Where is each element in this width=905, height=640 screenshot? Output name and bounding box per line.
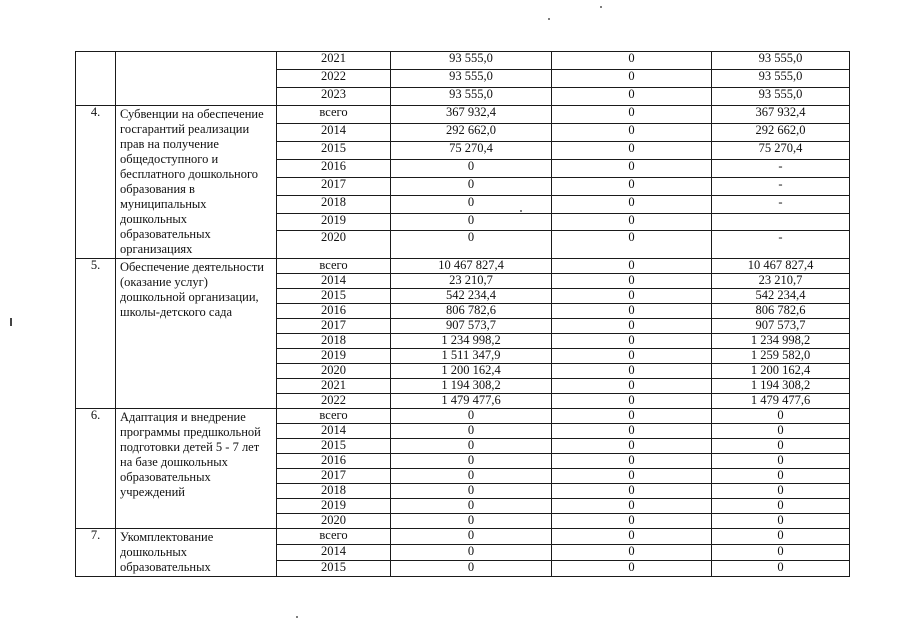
amount-budget-cell: 1 194 308,2 [712, 379, 850, 394]
amount-budget-cell: 0 [712, 545, 850, 561]
amount-zero-cell: 0 [552, 231, 712, 259]
amount-budget-cell: 0 [712, 439, 850, 454]
amount-zero-cell: 0 [552, 529, 712, 545]
amount-zero-cell: 0 [552, 304, 712, 319]
amount-budget-cell: - [712, 195, 850, 213]
amount-zero-cell: 0 [552, 289, 712, 304]
row-number: 5. [76, 259, 116, 409]
year-cell: 2022 [277, 394, 391, 409]
amount-total-cell: 0 [391, 424, 552, 439]
amount-zero-cell: 0 [552, 106, 712, 124]
year-cell: 2016 [277, 454, 391, 469]
amount-budget-cell: - [712, 177, 850, 195]
amount-zero-cell: 0 [552, 424, 712, 439]
year-cell: 2020 [277, 231, 391, 259]
amount-total-cell: 542 234,4 [391, 289, 552, 304]
amount-zero-cell: 0 [552, 274, 712, 289]
amount-budget-cell: - [712, 231, 850, 259]
year-cell: 2017 [277, 177, 391, 195]
year-cell: всего [277, 106, 391, 124]
amount-budget-cell: 75 270,4 [712, 141, 850, 159]
year-cell: 2017 [277, 319, 391, 334]
year-cell: 2018 [277, 195, 391, 213]
year-cell: всего [277, 409, 391, 424]
amount-budget-cell: 93 555,0 [712, 52, 850, 70]
table-row [76, 409, 850, 424]
year-cell: 2015 [277, 289, 391, 304]
amount-total-cell: 367 932,4 [391, 106, 552, 124]
amount-zero-cell: 0 [552, 259, 712, 274]
item-description: Адаптация и внедрение программы предшкольной подготовки детей 5 - 7 лет на базе дошкольных образовательных учреждений [116, 409, 277, 529]
amount-zero-cell: 0 [552, 159, 712, 177]
amount-total-cell: 10 467 827,4 [391, 259, 552, 274]
amount-budget-cell: 0 [712, 454, 850, 469]
amount-total-cell: 1 479 477,6 [391, 394, 552, 409]
amount-budget-cell: 0 [712, 561, 850, 577]
amount-total-cell: 0 [391, 469, 552, 484]
amount-budget-cell: 292 662,0 [712, 123, 850, 141]
year-cell: 2019 [277, 213, 391, 231]
year-cell: 2014 [277, 424, 391, 439]
amount-budget-cell: 1 234 998,2 [712, 334, 850, 349]
amount-budget-cell: - [712, 159, 850, 177]
amount-zero-cell: 0 [552, 561, 712, 577]
item-description: Субвенции на обеспечение госгарантий реализации прав на получение общедоступного и бесплатного дошкольного образования в муниципальных дошкольных образовательных организациях [116, 106, 277, 259]
budget-table-body [76, 52, 850, 577]
amount-budget-cell: 0 [712, 499, 850, 514]
amount-zero-cell: 0 [552, 484, 712, 499]
amount-budget-cell: 10 467 827,4 [712, 259, 850, 274]
year-cell: 2018 [277, 334, 391, 349]
amount-total-cell: 292 662,0 [391, 123, 552, 141]
amount-budget-cell: 367 932,4 [712, 106, 850, 124]
amount-total-cell: 1 194 308,2 [391, 379, 552, 394]
table-row [76, 259, 850, 274]
amount-total-cell: 0 [391, 439, 552, 454]
year-cell: 2020 [277, 364, 391, 379]
amount-budget-cell: 1 200 162,4 [712, 364, 850, 379]
amount-budget-cell: 1 479 477,6 [712, 394, 850, 409]
amount-zero-cell: 0 [552, 177, 712, 195]
row-number: 4. [76, 106, 116, 259]
amount-total-cell: 1 234 998,2 [391, 334, 552, 349]
table-row [76, 529, 850, 545]
year-cell: 2014 [277, 123, 391, 141]
amount-zero-cell: 0 [552, 454, 712, 469]
amount-zero-cell: 0 [552, 334, 712, 349]
amount-budget-cell: 0 [712, 529, 850, 545]
amount-budget-cell: 806 782,6 [712, 304, 850, 319]
amount-zero-cell: 0 [552, 123, 712, 141]
amount-zero-cell: 0 [552, 52, 712, 70]
year-cell: 2014 [277, 545, 391, 561]
amount-zero-cell: 0 [552, 195, 712, 213]
amount-zero-cell: 0 [552, 319, 712, 334]
scan-speck [548, 18, 550, 20]
item-description [116, 52, 277, 106]
amount-total-cell: 0 [391, 561, 552, 577]
year-cell: 2015 [277, 141, 391, 159]
amount-total-cell: 0 [391, 409, 552, 424]
amount-total-cell: 23 210,7 [391, 274, 552, 289]
year-cell: всего [277, 259, 391, 274]
amount-budget-cell: 0 [712, 469, 850, 484]
scan-edge-mark [10, 318, 12, 326]
row-number [76, 52, 116, 106]
amount-zero-cell: 0 [552, 499, 712, 514]
amount-zero-cell: 0 [552, 364, 712, 379]
amount-zero-cell: 0 [552, 469, 712, 484]
amount-total-cell: 0 [391, 159, 552, 177]
amount-zero-cell: 0 [552, 545, 712, 561]
year-cell: 2016 [277, 159, 391, 177]
table-row [76, 52, 850, 70]
row-number: 6. [76, 409, 116, 529]
amount-total-cell: 806 782,6 [391, 304, 552, 319]
year-cell: 2018 [277, 484, 391, 499]
year-cell: 2015 [277, 561, 391, 577]
amount-zero-cell: 0 [552, 213, 712, 231]
amount-budget-cell: 0 [712, 409, 850, 424]
amount-total-cell: 0 [391, 514, 552, 529]
amount-budget-cell: 23 210,7 [712, 274, 850, 289]
amount-zero-cell: 0 [552, 439, 712, 454]
year-cell: 2017 [277, 469, 391, 484]
year-cell: 2022 [277, 70, 391, 88]
year-cell: 2016 [277, 304, 391, 319]
table-row [76, 106, 850, 124]
row-number: 7. [76, 529, 116, 577]
scan-speck [296, 616, 298, 618]
amount-zero-cell: 0 [552, 379, 712, 394]
amount-zero-cell: 0 [552, 141, 712, 159]
amount-budget-cell: 0 [712, 514, 850, 529]
amount-total-cell: 1 200 162,4 [391, 364, 552, 379]
year-cell: 2021 [277, 52, 391, 70]
amount-zero-cell: 0 [552, 349, 712, 364]
amount-zero-cell: 0 [552, 514, 712, 529]
item-description: Укомплектование дошкольных образовательных [116, 529, 277, 577]
year-cell: 2021 [277, 379, 391, 394]
scan-speck [520, 210, 522, 212]
scan-speck [600, 6, 602, 8]
amount-budget-cell [712, 213, 850, 231]
year-cell: всего [277, 529, 391, 545]
amount-total-cell: 0 [391, 231, 552, 259]
amount-budget-cell: 0 [712, 484, 850, 499]
amount-total-cell: 93 555,0 [391, 52, 552, 70]
year-cell: 2019 [277, 349, 391, 364]
amount-total-cell: 93 555,0 [391, 88, 552, 106]
item-description: Обеспечение деятельности (оказание услуг) дошкольной организации, школы-детского сада [116, 259, 277, 409]
amount-budget-cell: 542 234,4 [712, 289, 850, 304]
amount-total-cell: 0 [391, 529, 552, 545]
amount-total-cell: 0 [391, 484, 552, 499]
year-cell: 2020 [277, 514, 391, 529]
amount-total-cell: 0 [391, 454, 552, 469]
amount-zero-cell: 0 [552, 88, 712, 106]
amount-budget-cell: 907 573,7 [712, 319, 850, 334]
year-cell: 2014 [277, 274, 391, 289]
amount-zero-cell: 0 [552, 70, 712, 88]
amount-budget-cell: 0 [712, 424, 850, 439]
amount-total-cell: 93 555,0 [391, 70, 552, 88]
amount-total-cell: 0 [391, 499, 552, 514]
amount-budget-cell: 93 555,0 [712, 88, 850, 106]
amount-total-cell: 0 [391, 213, 552, 231]
amount-total-cell: 907 573,7 [391, 319, 552, 334]
year-cell: 2019 [277, 499, 391, 514]
budget-table [75, 51, 850, 577]
amount-total-cell: 0 [391, 545, 552, 561]
amount-budget-cell: 93 555,0 [712, 70, 850, 88]
amount-zero-cell: 0 [552, 409, 712, 424]
amount-budget-cell: 1 259 582,0 [712, 349, 850, 364]
year-cell: 2023 [277, 88, 391, 106]
amount-total-cell: 1 511 347,9 [391, 349, 552, 364]
amount-total-cell: 0 [391, 177, 552, 195]
amount-total-cell: 75 270,4 [391, 141, 552, 159]
amount-zero-cell: 0 [552, 394, 712, 409]
amount-total-cell: 0 [391, 195, 552, 213]
year-cell: 2015 [277, 439, 391, 454]
